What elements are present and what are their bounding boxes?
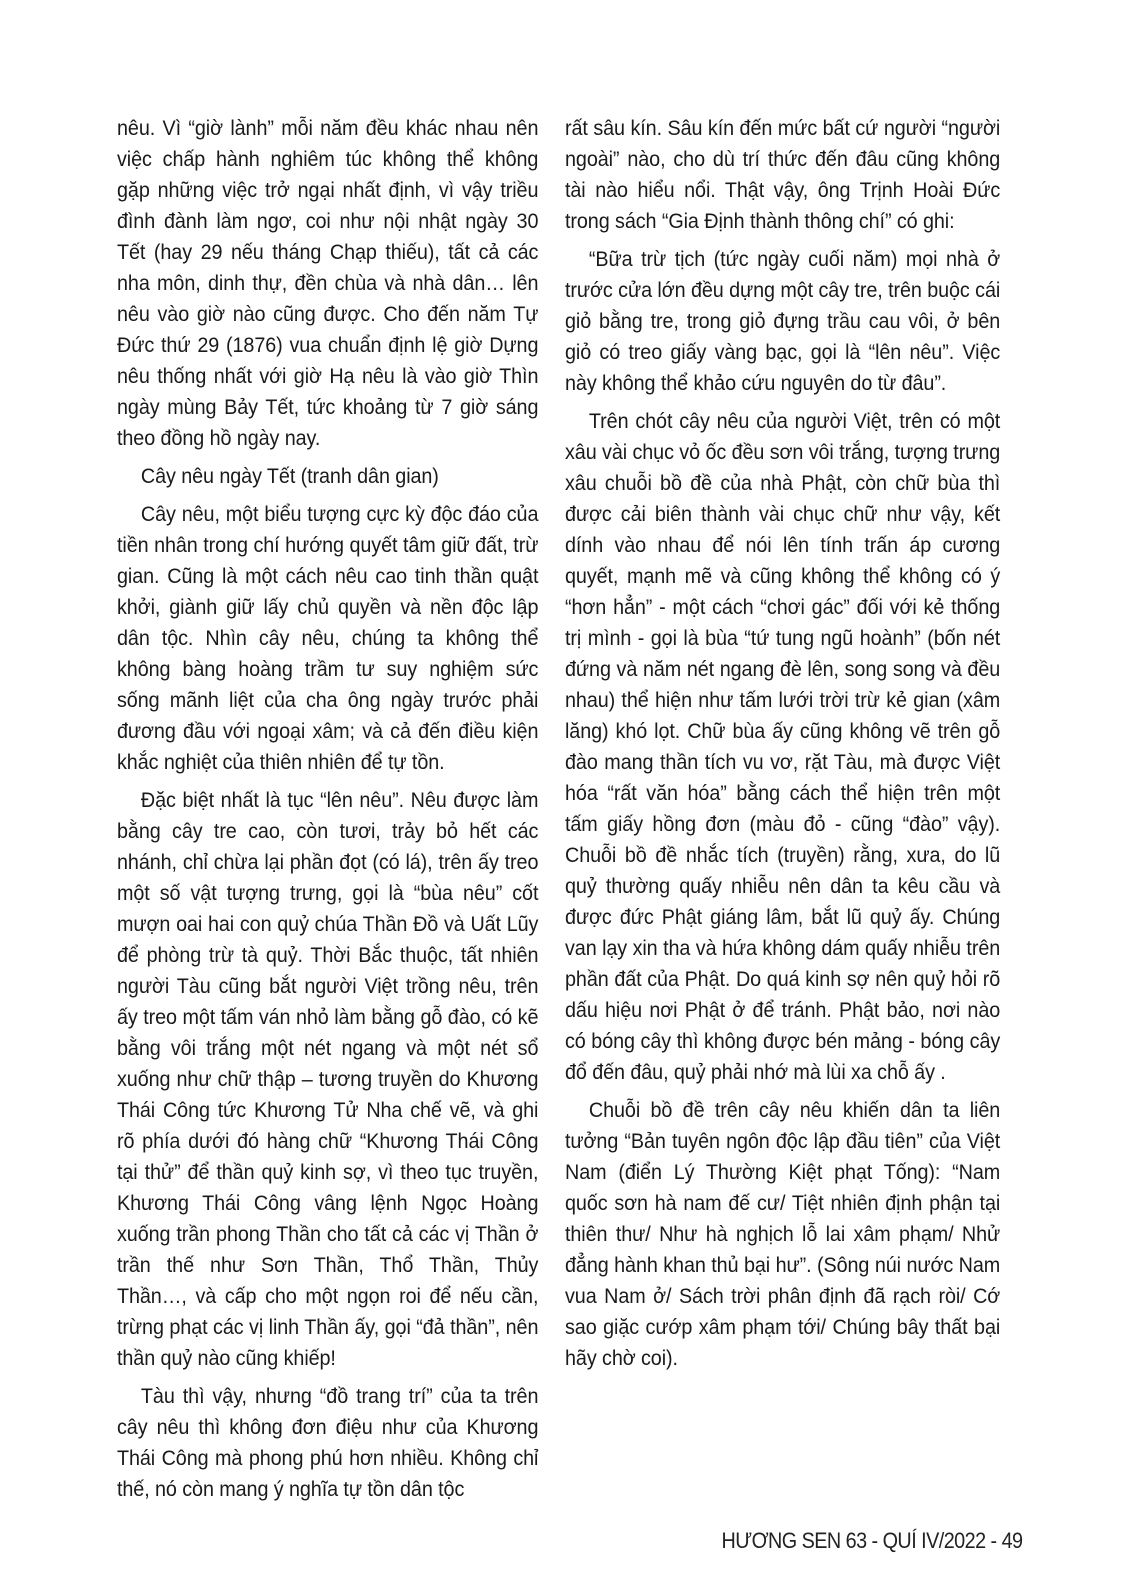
paragraph: Tàu thì vậy, nhưng “đồ trang trí” của ta trên cây nêu thì không đơn điệu như của Khương Thái Công mà phong phú hơn nhiều. Không chỉ thế, nó còn mang ý nghĩa tự tồn dân tộc [117,1384,539,1501]
paragraph: nêu. Vì “giờ lành” mỗi năm đều khác nhau nên việc chấp hành nghiêm túc không thể không gặp những việc trở ngại nhất định, vì vậy triều đình đành làm ngơ, coi như nội nhật ngày 30 Tết (hay 29 nếu tháng Chạp thiếu), tất cả các nha môn, dinh thự, đền chùa và nhà dân… lên nêu vào giờ nào cũng được. Cho đến năm Tự Đức thứ 29 (1876) vua chuẩn định lệ giờ Dựng nêu thống nhất với giờ Hạ nêu là vào giờ Thìn ngày mùng Bảy Tết, tức khoảng từ 7 giờ sáng theo đồng hồ ngày nay. [117,116,539,450]
paragraph: Trên chót cây nêu của người Việt, trên có một xâu vài chục vỏ ốc đều sơn vôi trắng, tượng trưng xâu chuỗi bồ đề của nhà Phật, còn chữ bùa thì được cải biên thành vài chục chữ như vậy, kết dính vào nhau để nói lên tính trấn áp cương quyết, mạnh mẽ và cũng không thể không có ý “hơn hẳn” - một cách “chơi gác” đối với kẻ thống trị mình - gọi là bùa “tứ tung ngũ hoành” (bốn nét đứng và năm nét ngang đè lên, song song và đều nhau) thể hiện như tấm lưới trời trừ kẻ gian (xâm lăng) khó lọt. Chữ bùa ấy cũng không vẽ trên gỗ đào mang thần tích vu vơ, rặt Tàu, mà được Việt hóa “rất văn hóa” bằng cách thể hiện trên một tấm giấy hồng đơn (màu đỏ - cũng “đào” vậy). Chuỗi bồ đề nhắc tích (truyền) rằng, xưa, do lũ quỷ thường quấy nhiễu nên dân ta kêu cầu và được đức Phật giáng lâm, bắt lũ quỷ ấy. Chúng van lạy xin tha và hứa không dám quấy nhiễu trên phần đất của Phật. Do quá kinh sợ nên quỷ hỏi rõ dấu hiệu nơi Phật ở để tránh. Phật bảo, nơi nào có bóng cây thì không được bén mảng - bóng cây đổ đến đâu, quỷ phải nhớ mà lùi xa chỗ ấy . [565,409,1001,1084]
paragraph: rất sâu kín. Sâu kín đến mức bất cứ người “người ngoài” nào, cho dù trí thức đến đâu cũng không tài nào hiểu nổi. Thật vậy, ông Trịnh Hoài Đức trong sách “Gia Định thành thông chí” có ghi: [565,116,1001,233]
right-column [565,113,1000,1381]
paragraph: Cây nêu, một biểu tượng cực kỳ độc đáo của tiền nhân trong chí hướng quyết tâm giữ đất, trừ gian. Cũng là một cách nêu cao tinh thần quật khởi, giành giữ lấy chủ quyền và nền độc lập dân tộc. Nhìn cây nêu, chúng ta không thể không bàng hoàng trầm tư suy nghiệm sức sống mãnh liệt của cha ông ngày trước phải đương đầu với ngoại xâm; và cả đến điều kiện khắc nghiệt của thiên nhiên để tự tồn. [117,502,539,774]
paragraph: Đặc biệt nhất là tục “lên nêu”. Nêu được làm bằng cây tre cao, còn tươi, trảy bỏ hết các nhánh, chỉ chừa lại phần đọt (có lá), trên ấy treo một số vật tượng trưng, gọi là “bùa nêu” cốt mượn oai hai con quỷ chúa Thần Đồ và Uất Lũy để phòng trừ tà quỷ. Thời Bắc thuộc, tất nhiên người Tàu cũng bắt người Việt trồng nêu, trên ấy treo một tấm ván nhỏ làm bằng gỗ đào, có kẽ bằng vôi trắng một nét ngang và một nét sổ xuống như chữ thập – tương truyền do Khương Thái Công tức Khương Tử Nha chế vẽ, và ghi rõ phía dưới đó hàng chữ “Khương Thái Công tại thử” để thần quỷ kinh sợ, vì theo tục truyền, Khương Thái Công vâng lệnh Ngọc Hoàng xuống trần phong Thần cho tất cả các vị Thần ở trần thế như Sơn Thần, Thổ Thần, Thủy Thần…, và cấp cho một ngọn roi để nếu cần, trừng phạt các vị linh Thần ấy, gọi “đả thần”, nên thần quỷ nào cũng khiếp! [117,788,539,1370]
image-caption: Cây nêu ngày Tết (tranh dân gian) [140,464,439,488]
page-footer: HƯƠNG SEN 63 - QUÍ IV/2022 - 49 [721,1528,1023,1553]
paragraph: Chuỗi bồ đề trên cây nêu khiến dân ta liên tưởng “Bản tuyên ngôn độc lập đầu tiên” của Việt Nam (điển Lý Thường Kiệt phạt Tống): “Nam quốc sơn hà nam đế cư/ Tiệt nhiên định phận tại thiên thư/ Như hà nghịch lỗ lai xâm phạm/ Nhử đẳng hành khan thủ bại hư”. (Sông núi nước Nam vua Nam ở/ Sách trời phân định đã rạch ròi/ Cớ sao giặc cướp xâm phạm tới/ Chúng bây thất bại hãy chờ coi). [565,1098,1001,1370]
left-column [117,113,538,1512]
quote-paragraph: “Bữa trừ tịch (tức ngày cuối năm) mọi nhà ở trước cửa lớn đều dựng một cây tre, trên buộc cái giỏ bằng tre, trong giỏ đựng trầu cau vôi, ở bên giỏ có treo giấy vàng bạc, gọi là “lên nêu”. Việc này không thể khảo cứu nguyên do từ đâu”. [565,247,1001,395]
